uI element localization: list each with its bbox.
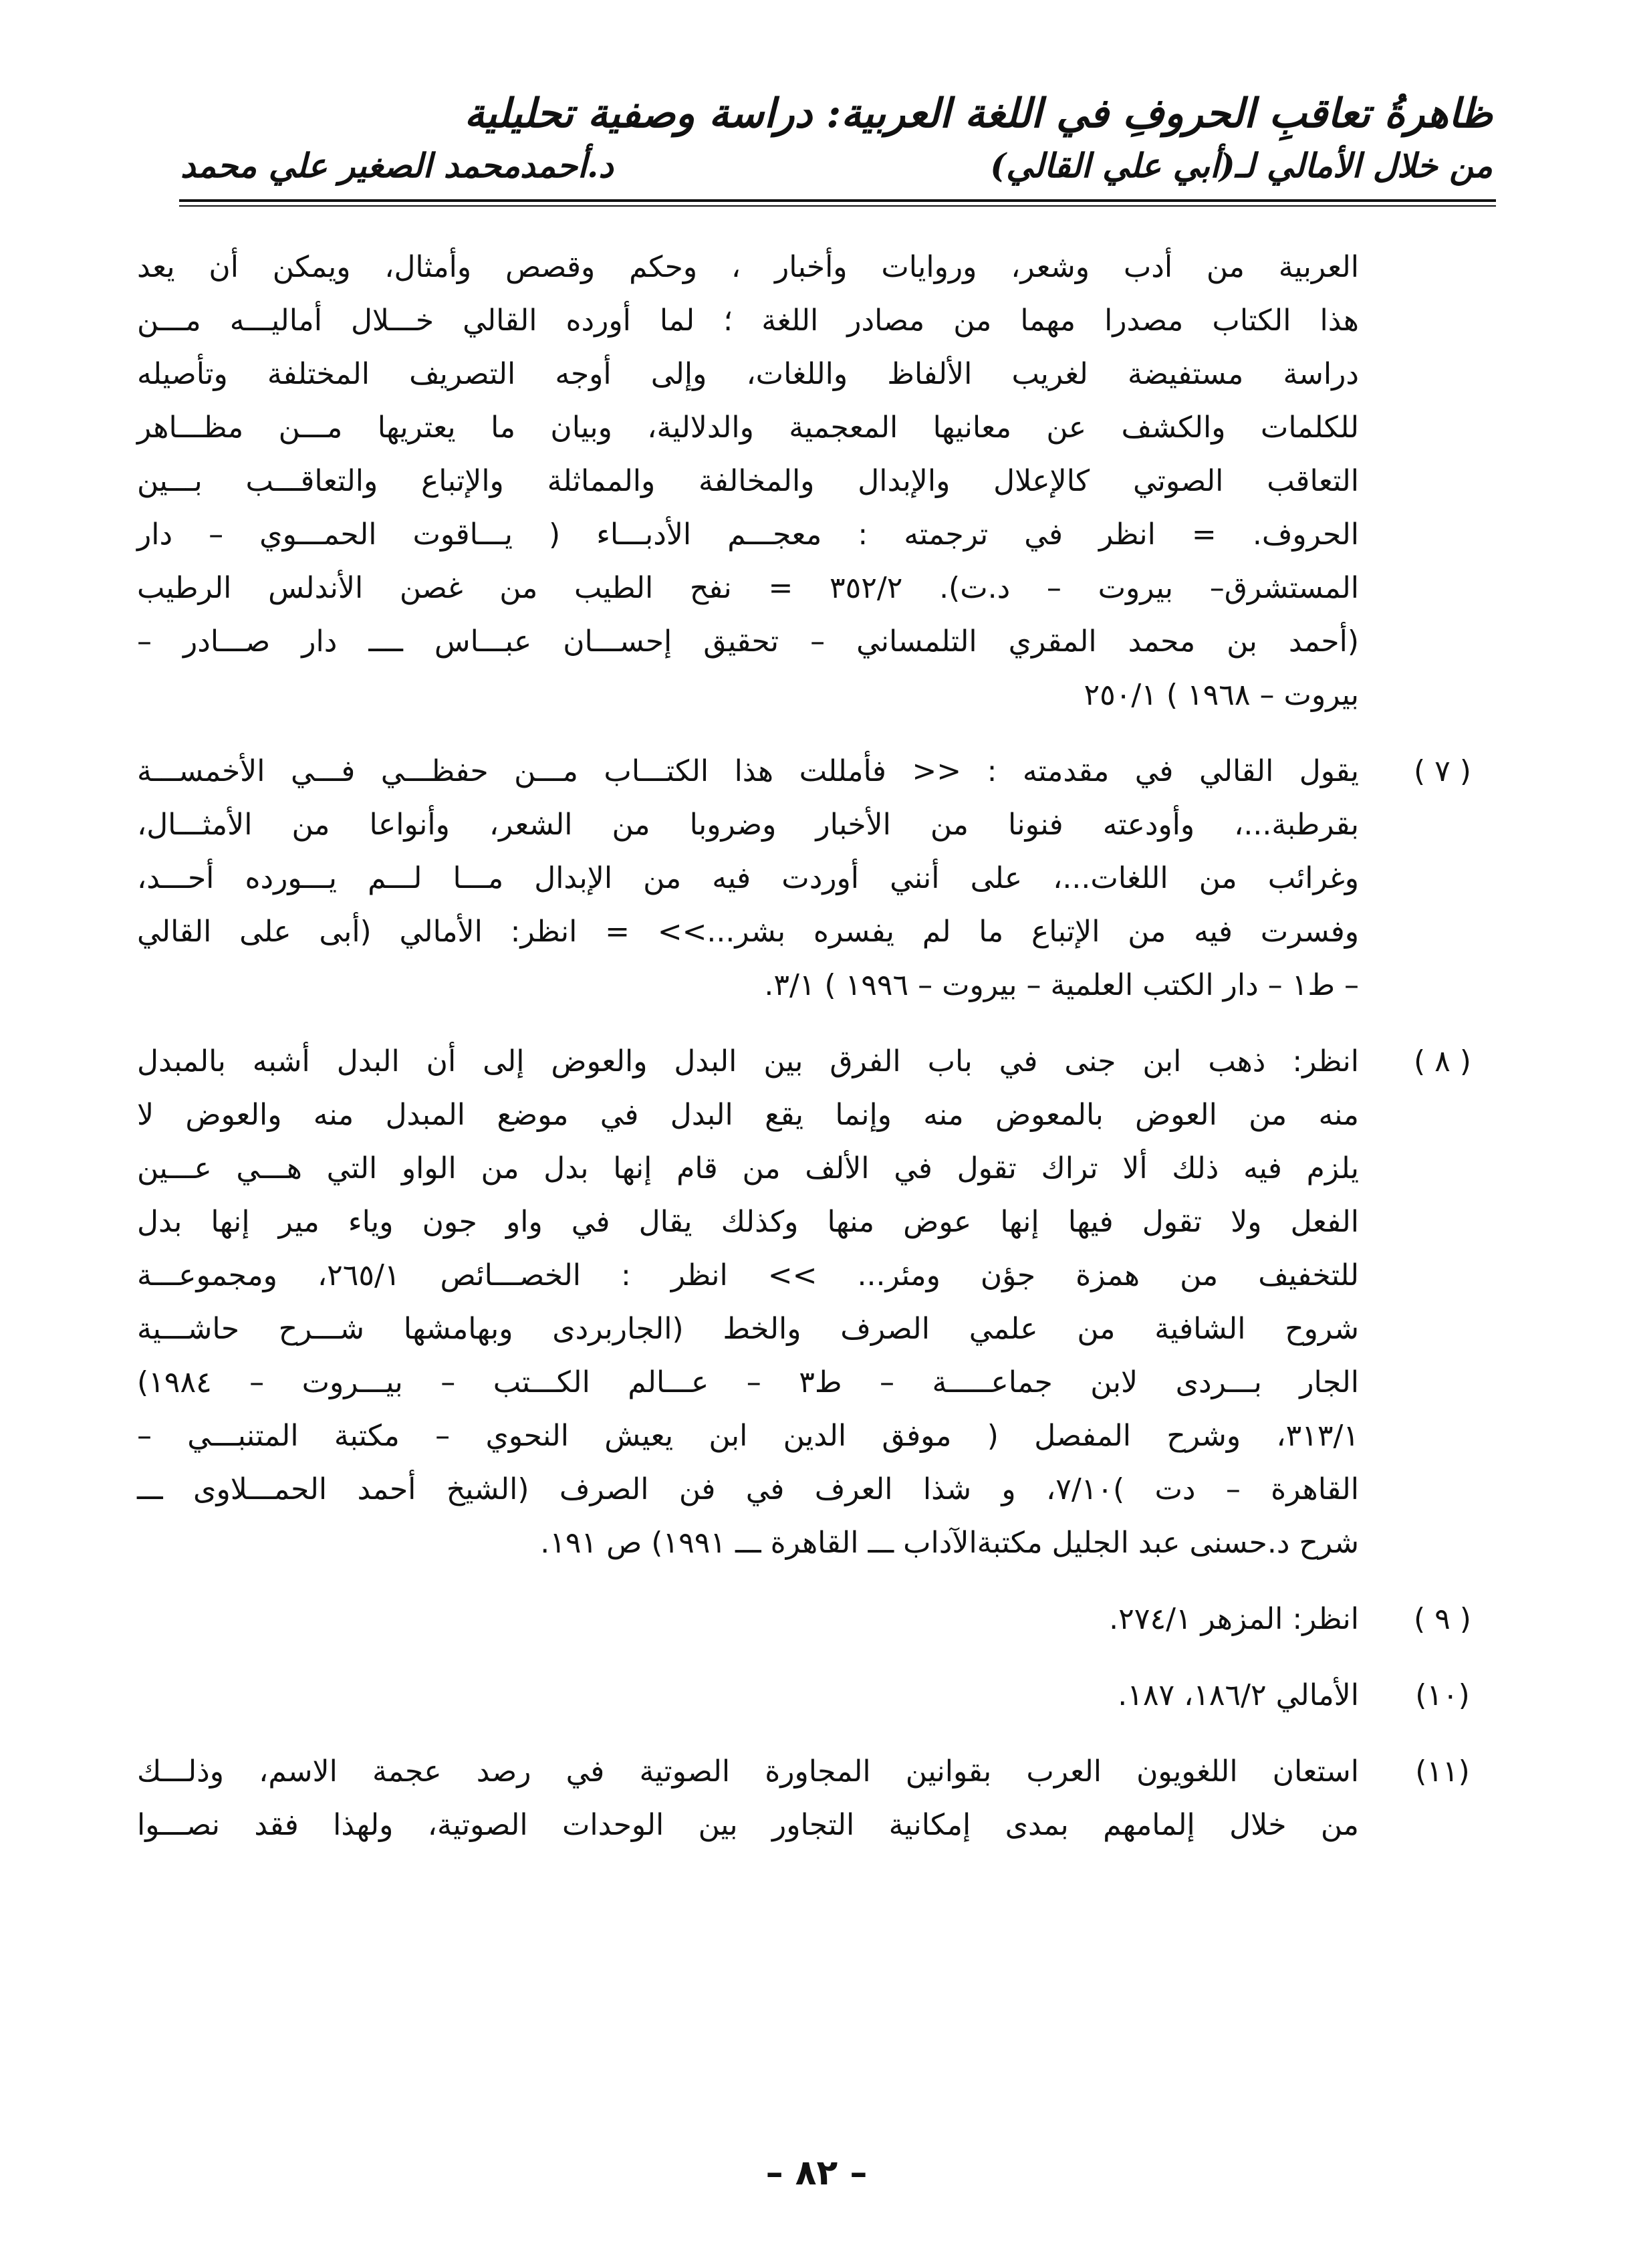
text-line: القاهرة – دت )٧/١٠، و شذا العرف في فن الصرف (الشيخ أحمد الحمـــلاوى ـــ xyxy=(137,1472,1360,1506)
footnote-number: (١١) xyxy=(1415,1754,1470,1789)
footnote-9 xyxy=(137,1593,1493,1646)
text-line: – ط١ – دار الكتب العلمية – بيروت – ١٩٩٦ ) ٣/١. xyxy=(764,968,1359,1002)
footnote-text xyxy=(137,1593,1359,1646)
header-divider-thin xyxy=(179,205,1496,207)
footnote-text xyxy=(137,1745,1359,1852)
text-line: من خلال إلمامهم بمدى إمكانية التجاور بين الوحدات الصوتية، ولهذا فقد نصـــوا xyxy=(137,1808,1359,1842)
text-line: استعان اللغويون العرب بقوانين المجاورة الصوتية في رصد عجمة الاسم، وذلـــك xyxy=(137,1754,1359,1789)
footnote-8 xyxy=(137,1035,1493,1570)
footnote-10 xyxy=(137,1669,1493,1722)
text-line: منه من العوض بالمعوض منه وإنما يقع البدل في موضع المبدل منه والعوض لا xyxy=(137,1098,1359,1132)
page-number: – ٨٢ – xyxy=(765,2153,868,2193)
footnote-7 xyxy=(137,745,1493,1012)
footnote-number: ( ٩ ) xyxy=(1414,1602,1471,1636)
footnote-text xyxy=(137,1035,1359,1570)
text-line: بقرطبة...، وأودعته فنونا من الأخبار وضروبا من الشعر، وأنواعا من الأمثـــال، xyxy=(137,808,1359,842)
footnote-text xyxy=(137,1669,1359,1722)
text-line: الفعل ولا تقول فيها إنها عوض منها وكذلك يقال في واو جون وياء مير إنها بدل xyxy=(137,1205,1359,1239)
text-line: بيروت – ١٩٦٨ ) ٢٥٠/١ xyxy=(1084,678,1359,712)
text-line: الحروف. = انظر في ترجمته : معجـــم الأدبـــاء ( يـــاقوت الحمـــوي – دار xyxy=(137,518,1359,552)
text-line: شروح الشافية من علمي الصرف والخط (الجاربردى وبهامشها شـــرح حاشـــية xyxy=(137,1312,1359,1346)
footnote-number: ( ٨ ) xyxy=(1414,1044,1471,1079)
text-line: انظر: المزهر ٢٧٤/١. xyxy=(1109,1602,1359,1636)
text-line: للتخفيف من همزة جؤن ومئر... >> انظر : الخصـــائص ٢٦٥/١، ومجموعـــة xyxy=(137,1258,1359,1292)
text-line: العربية من أدب وشعر، وروايات وأخبار ، وحكم وقصص وأمثال، ويمكن أن يعد xyxy=(137,250,1359,284)
text-line: وفسرت فيه من الإتباع ما لم يفسره بشر...>> = انظر: الأمالي (أبى على القالي xyxy=(137,915,1359,949)
footnote-continuation xyxy=(137,241,1359,722)
text-line: الجار بـــردى لابن جماعـــــة – ط٣ – عـــالم الكـــتب – بيـــروت – ١٩٨٤) xyxy=(137,1365,1359,1399)
header-divider xyxy=(179,199,1496,202)
header-author: د.أحمدمحمد الصغير علي محمد xyxy=(180,146,614,185)
text-line: شرح د.حسنى عبد الجليل مكتبةالآداب ـــ القاهرة ـــ ١٩٩١) ص ١٩١. xyxy=(540,1526,1359,1560)
text-line: المستشرق– بيروت – د.ت). ٣٥٢/٢ = نفح الطيب من غصن الأندلس الرطيب xyxy=(137,571,1359,605)
text-line: ٣١٣/١، وشرح المفصل ( موفق الدين ابن يعيش النحوي – مكتبة المتنبـــي – xyxy=(137,1419,1359,1453)
text-line: يقول القالي في مقدمته : << فأمللت هذا الكتـــاب مـــن حفظـــي فـــي الأخمســـة xyxy=(137,754,1359,788)
text-line: (أحمد بن محمد المقري التلمساني – تحقيق إحســـان عبـــاس ــــ دار صـــادر – xyxy=(137,625,1359,659)
text-line: هذا الكتاب مصدرا مهما من مصادر اللغة ؛ لما أورده القالي خـــلال أماليـــه مـــن xyxy=(137,304,1359,338)
running-header xyxy=(180,87,1493,191)
header-title: ظاهرةُ تعاقبِ الحروفِ في اللغة العربية: دراسة وصفية تحليلية xyxy=(464,90,1493,137)
footnote-number: ( ٧ ) xyxy=(1414,754,1471,788)
footnote-text xyxy=(137,745,1359,1012)
text-line: دراسة مستفيضة لغريب الألفاظ واللغات، وإلى أوجه التصريف المختلفة وتأصيله xyxy=(137,357,1359,391)
text-line: الأمالي ١٨٦/٢، ١٨٧. xyxy=(1118,1678,1359,1712)
text-line: وغرائب من اللغات...، على أنني أوردت فيه من الإبدال مـــا لـــم يـــورده أحـــد، xyxy=(137,861,1359,895)
footnote-number: (١٠) xyxy=(1415,1678,1470,1712)
text-line: يلزم فيه ذلك ألا تراك تقول في الألف من قام إنها بدل من الواو التي هـــي عـــين xyxy=(137,1151,1359,1185)
footnotes-body xyxy=(137,241,1493,1875)
header-subtitle: من خلال الأمالي لـ(أبي علي القالي) xyxy=(990,146,1493,185)
header-subline xyxy=(180,140,1493,191)
text-line: انظر: ذهب ابن جنى في باب الفرق بين البدل والعوض إلى أن البدل أشبه بالمبدل xyxy=(137,1044,1359,1079)
footnote-11 xyxy=(137,1745,1493,1852)
text-line: للكلمات والكشف عن معانيها المعجمية والدلالية، وبيان ما يعتريها مـــن مظـــاهر xyxy=(137,411,1359,445)
text-line: التعاقب الصوتي كالإعلال والإبدال والمخالفة والمماثلة والإتباع والتعاقـــب بـــين xyxy=(137,464,1359,498)
